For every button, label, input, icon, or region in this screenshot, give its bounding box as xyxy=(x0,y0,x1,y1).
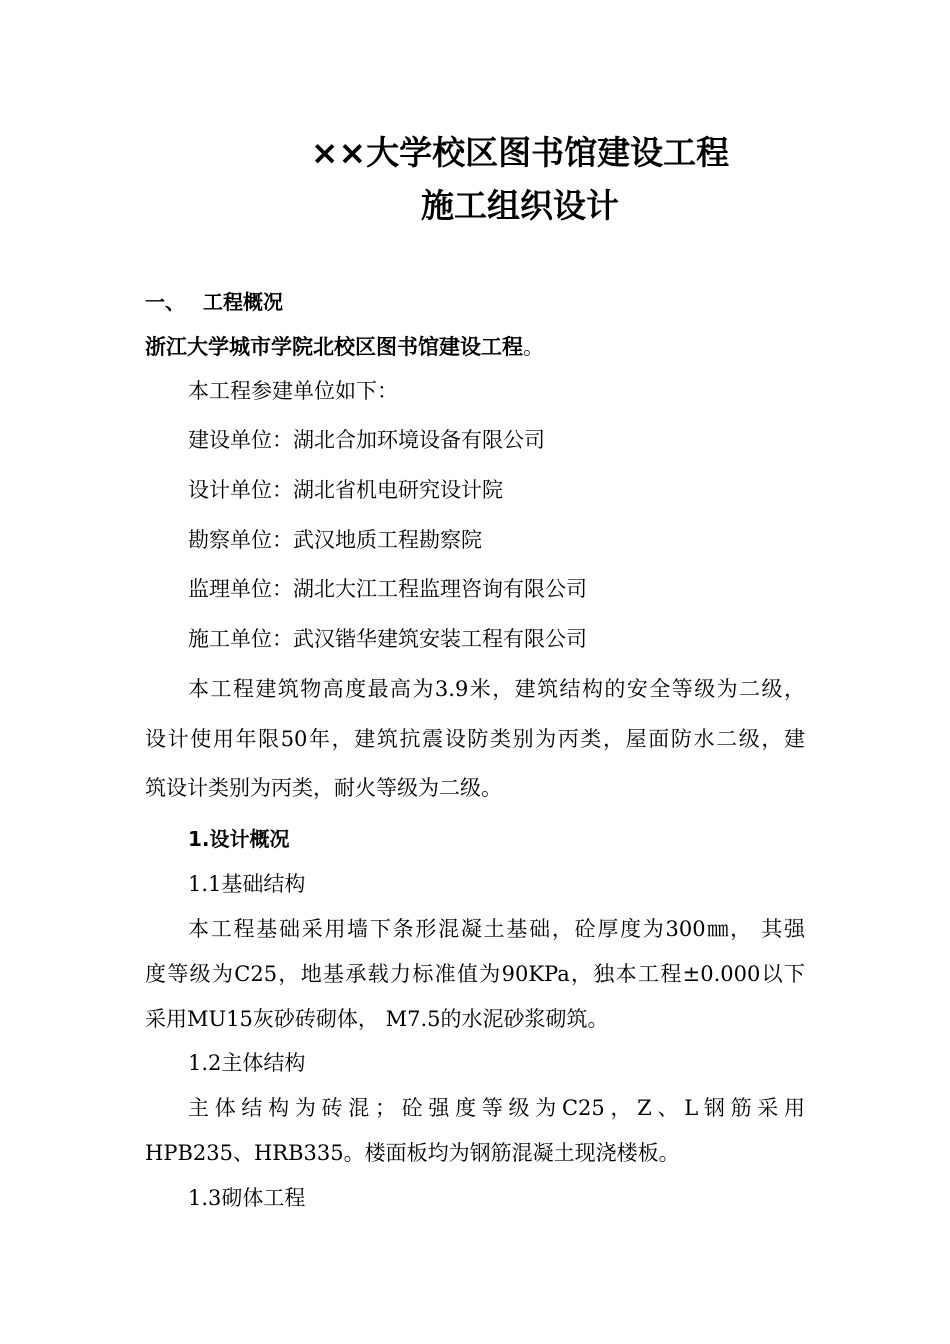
section-title: 工程概况 xyxy=(203,290,283,314)
main-structure-heading: 1.2主体结构 xyxy=(188,1051,306,1075)
participant-owner: 建设单位：湖北合加环境设备有限公司 xyxy=(188,428,545,452)
main-structure-line-2: HPB235、HRB335。楼面板均为钢筋混凝土现浇楼板。 xyxy=(145,1141,680,1165)
participant-designer: 设计单位：湖北省机电研究设计院 xyxy=(188,478,503,502)
overview-line-3: 筑设计类别为丙类，耐火等级为二级。 xyxy=(145,776,502,800)
design-heading: 1.设计概况 xyxy=(188,827,290,851)
participant-surveyor: 勘察单位：武汉地质工程勘察院 xyxy=(188,528,482,552)
foundation-line-2: 度等级为C25，地基承载力标准值为90KPa，独本工程±0.000以下 xyxy=(145,962,805,986)
participants-intro: 本工程参建单位如下： xyxy=(188,379,398,403)
foundation-line-1: 本工程基础采用墙下条形混凝土基础，砼厚度为300㎜， 其强 xyxy=(188,917,805,941)
project-name-line xyxy=(145,332,544,362)
document-title-line2: 施工组织设计 xyxy=(421,186,619,225)
main-structure-line-1: 主体结构为砖混；砼强度等级为C25，Z、L钢筋采用 xyxy=(188,1096,805,1120)
overview-line-2: 设计使用年限50年，建筑抗震设防类别为丙类，屋面防水二级，建 xyxy=(145,727,805,751)
document-title-line1: ××大学校区图书馆建设工程 xyxy=(310,133,730,172)
masonry-heading: 1.3砌体工程 xyxy=(188,1186,306,1210)
overview-line-1: 本工程建筑物高度最高为3.9米，建筑结构的安全等级为二级， xyxy=(188,677,805,701)
foundation-line-3: 采用MU15灰砂砖砌体， M7.5的水泥砂浆砌筑。 xyxy=(145,1007,609,1031)
project-name-period: 。 xyxy=(523,335,544,359)
participant-contractor: 施工单位：武汉锴华建筑安装工程有限公司 xyxy=(188,627,587,651)
section-number: 一、 xyxy=(145,290,185,314)
project-name: 浙江大学城市学院北校区图书馆建设工程 xyxy=(145,335,523,359)
participant-supervisor: 监理单位：湖北大江工程监理咨询有限公司 xyxy=(188,577,587,601)
foundation-heading: 1.1基础结构 xyxy=(188,872,306,896)
